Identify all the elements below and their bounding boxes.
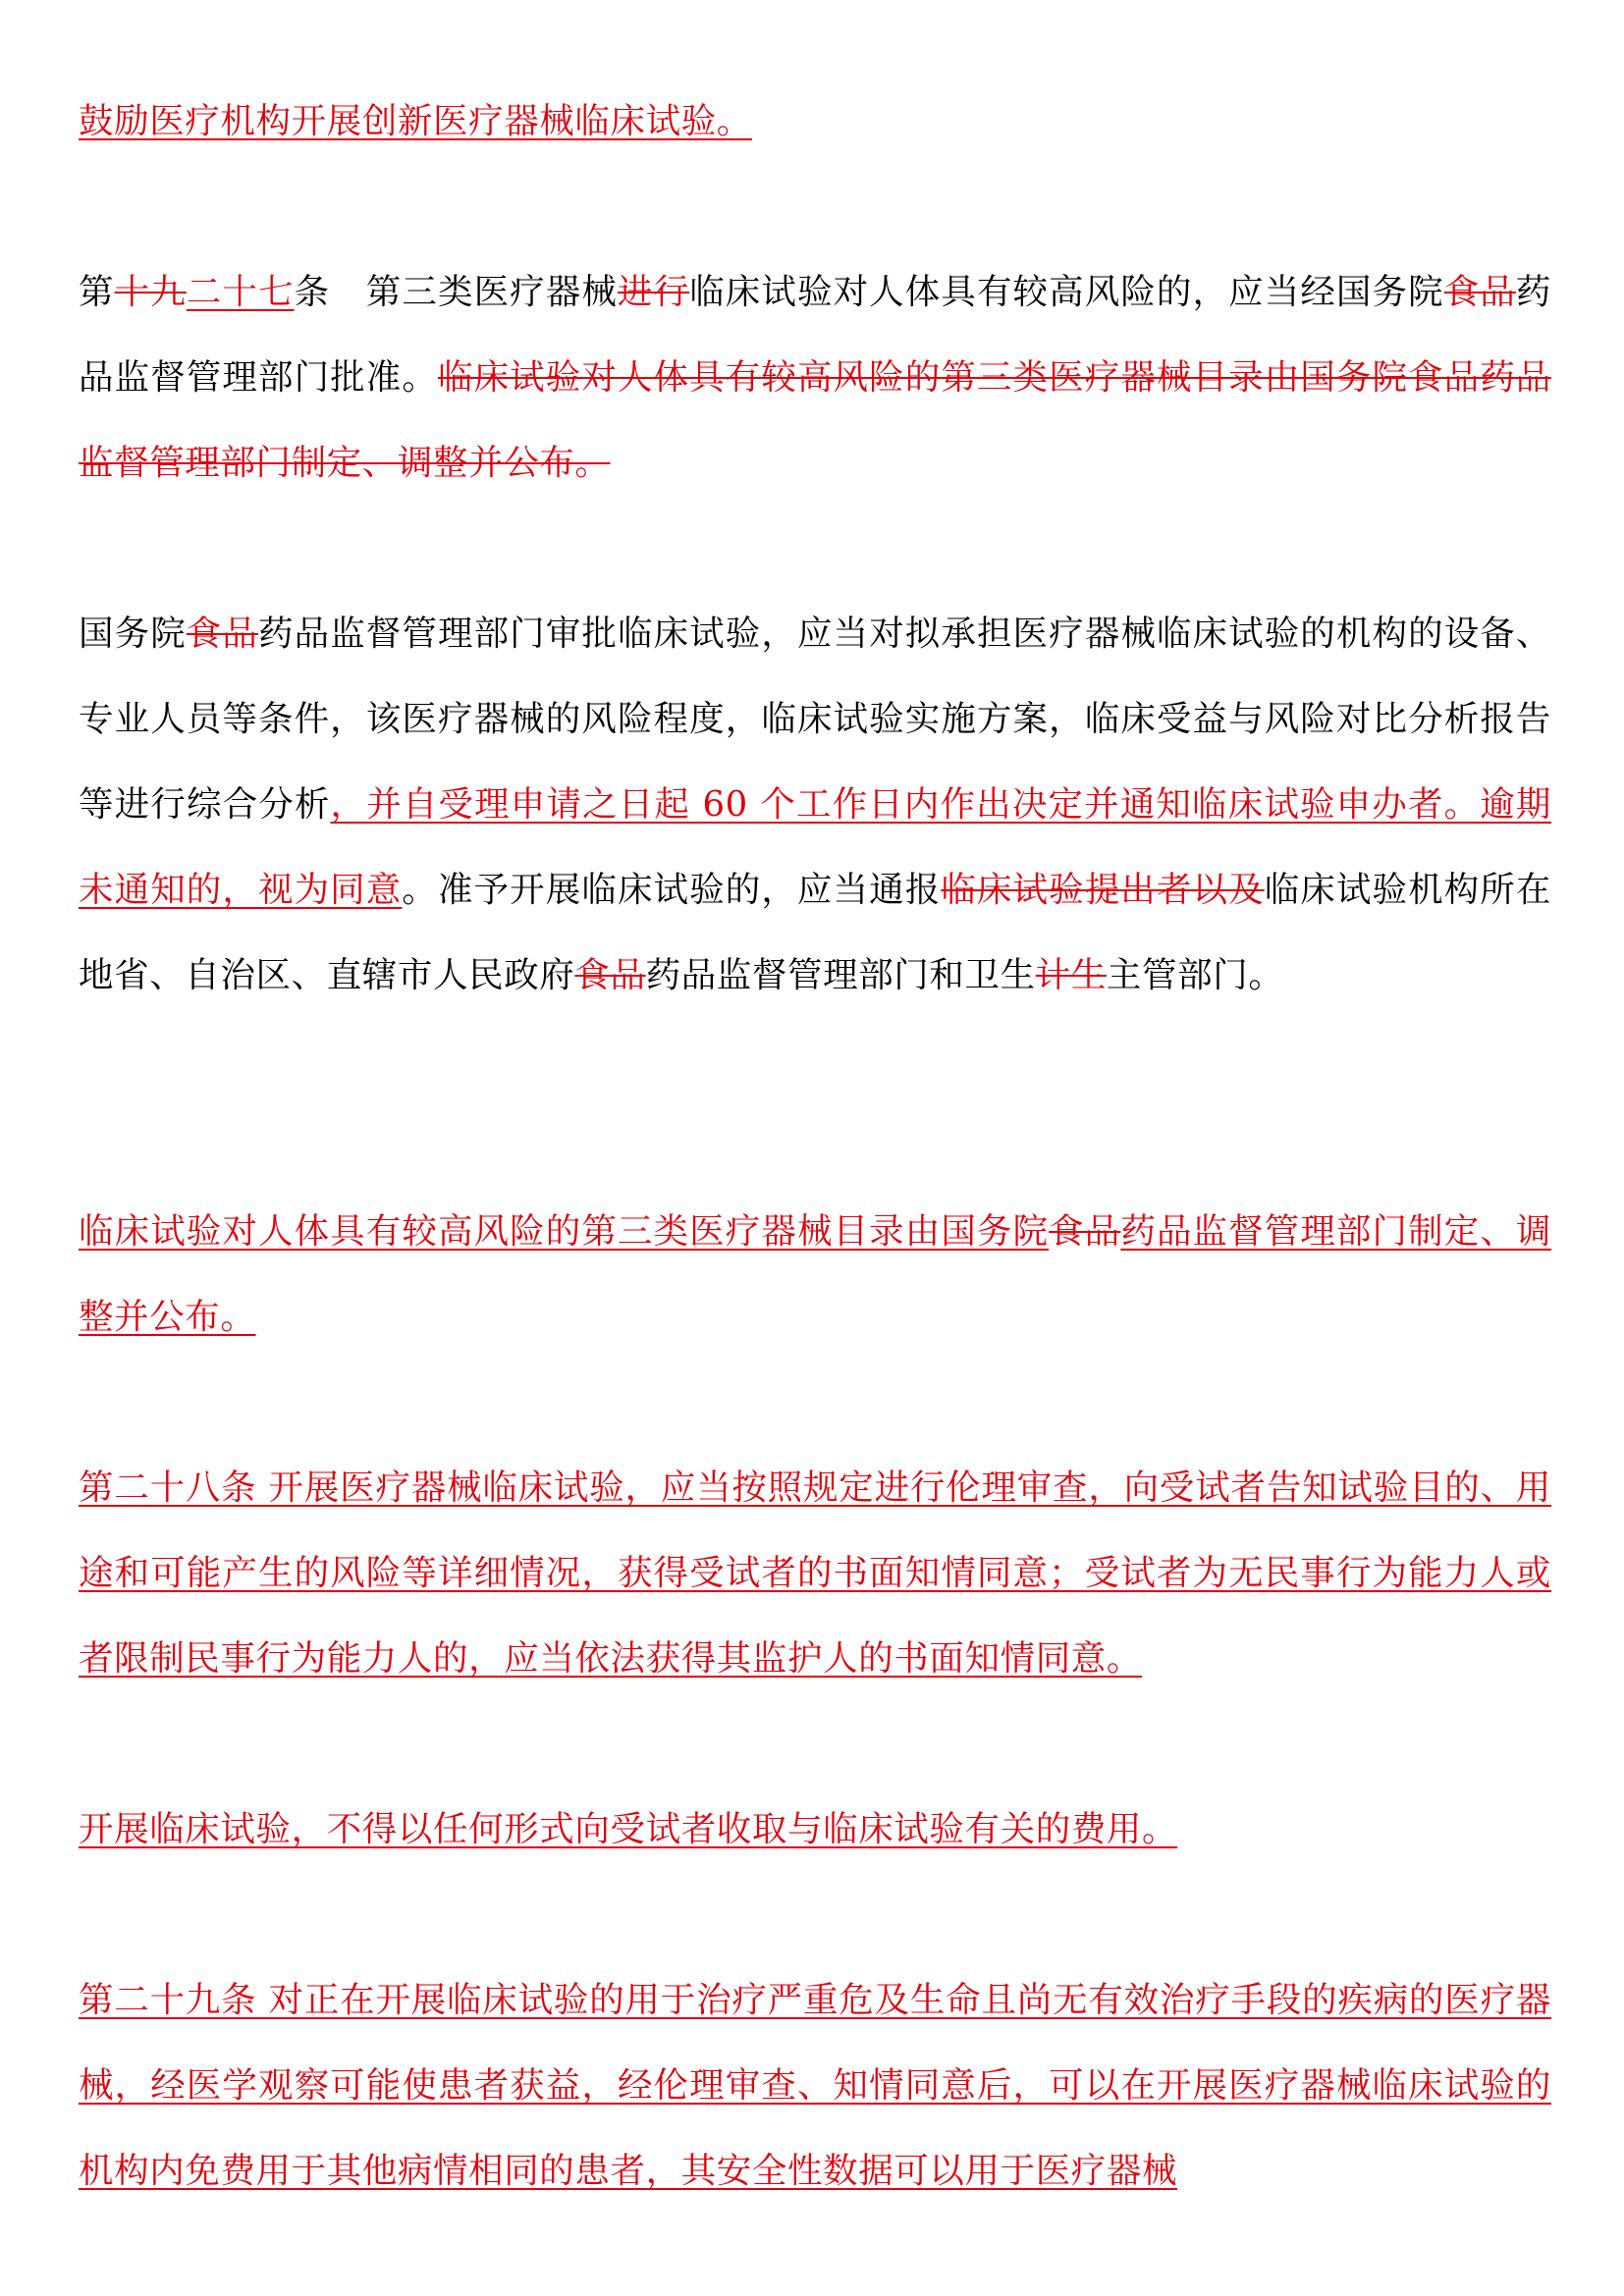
deleted-text: 计生 — [1035, 955, 1107, 995]
inserted-text: 药品监督管理部门制定、调整并公布。 — [79, 1211, 1552, 1337]
inserted-text: ，并自受理申请之日起 60 个工作日内作出决定并通知临床试验申办者。逾期未通知的，视为同意 — [79, 784, 1552, 910]
inserted-text: 临床试验对人体具有较高风险的第三类医疗器械目录由国务院 — [79, 1211, 1050, 1252]
inserted-text: 鼓励医疗机构开展创新医疗器械临床试验。 — [79, 101, 752, 141]
text-run: 药品监督管理部门和卫生 — [645, 955, 1036, 995]
paragraph-high-risk-catalog — [79, 1189, 1551, 1360]
inserted-text: 二十七 — [186, 272, 295, 312]
paragraph-encourage-innovation — [79, 79, 1551, 164]
deleted-text: 食品 — [574, 955, 646, 995]
inserted-text: 开展临床试验，不得以任何形式向受试者收取与临床试验有关的费用。 — [79, 1809, 1178, 1849]
text-run: 第 — [79, 272, 115, 312]
paragraph-article-27 — [79, 249, 1551, 506]
text-run: 临床试验机构所在地省、自治区、直辖市人民政府 — [79, 870, 1551, 995]
text-run: 药品监督管理部门批准。 — [79, 272, 1552, 398]
paragraph-article-29 — [79, 1957, 1551, 2214]
paragraph-article-28 — [79, 1445, 1551, 1701]
deleted-text: 临床试验提出者以及 — [941, 870, 1265, 910]
deleted-text: 食品 — [1443, 272, 1516, 312]
text-run: 主管部门。 — [1106, 955, 1284, 995]
text-run: 临床试验对人体具有较高风险的，应当经国务院 — [689, 272, 1444, 312]
paragraph-no-fees — [79, 1787, 1551, 1872]
deleted-text: 食品 — [186, 614, 258, 654]
deleted-text: 十九 — [114, 272, 187, 312]
deleted-text: 食品 — [1049, 1211, 1121, 1252]
paragraph-approval-review — [79, 591, 1551, 1018]
text-run: 国务院 — [79, 614, 187, 654]
inserted-text: 第二十八条 开展医疗器械临床试验，应当按照规定进行伦理审查，向受试者告知试验目的、用途和可能产生的风险等详细情况，获得受试者的书面知情同意；受试者为无民事行为能力人或者限制民事行为能力人的，应当依法获得其监护人的书面知情同意。 — [79, 1468, 1551, 1679]
deleted-text: 临床试验对人体具有较高风险的第三类医疗器械目录由国务院食品药品监督管理部门制定、调整并公布。 — [79, 357, 1551, 483]
text-run: 药品监督管理部门审批临床试验，应当对拟承担医疗器械临床试验的机构的设备、专业人员等条件，该医疗器械的风险程度，临床试验实施方案，临床受益与风险对比分析报告等进行综合分析 — [79, 614, 1551, 825]
inserted-text: 第二十九条 对正在开展临床试验的用于治疗严重危及生命且尚无有效治疗手段的疾病的医疗器械，经医学观察可能使患者获益，经伦理审查、知情同意后，可以在开展医疗器械临床试验的机构内免费用于其他病情相同的患者，其安全性数据可以用于医疗器械 — [79, 1980, 1551, 2191]
text-run: 条 第三类医疗器械 — [294, 272, 618, 312]
text-run: 。准予开展临床试验的，应当通报 — [402, 870, 942, 910]
deleted-text: 进行 — [617, 272, 690, 312]
